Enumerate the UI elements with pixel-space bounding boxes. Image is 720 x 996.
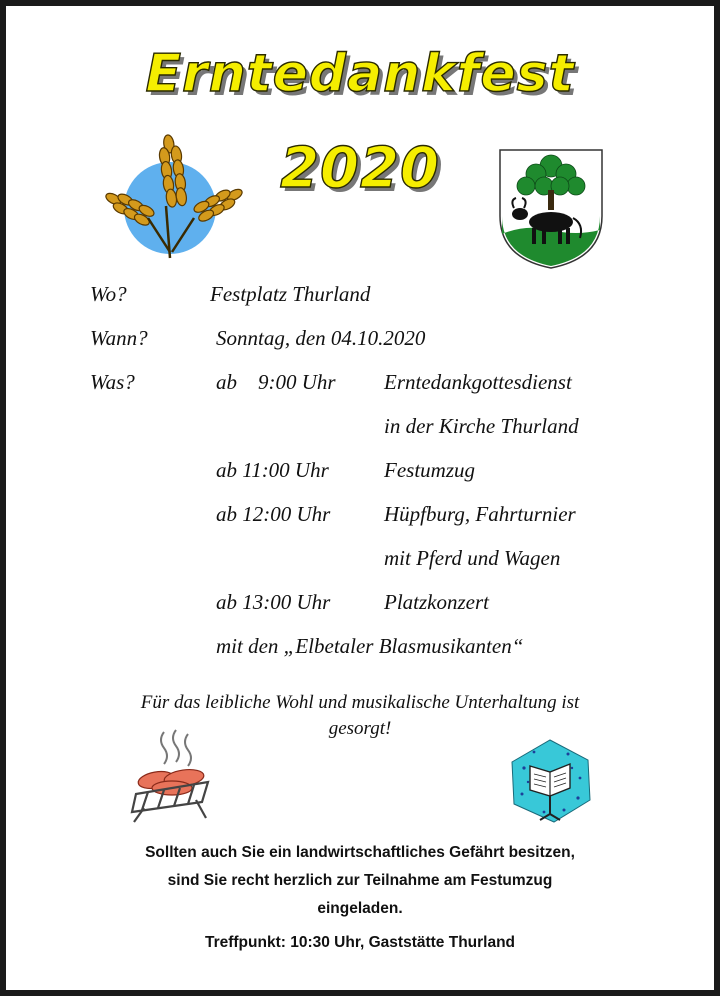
program-time-1: ab 9:00 Uhr [216, 370, 336, 394]
program-time-2: ab 11:00 Uhr [216, 458, 329, 482]
meeting-point: Treffpunkt: 10:30 Uhr, Gaststätte Thurland [204, 934, 516, 951]
wheat-sheaf-icon [90, 134, 250, 264]
invite-line3: eingeladen. [317, 900, 403, 917]
wo-value: Festplatz Thurland [210, 282, 371, 306]
program-event-1: Erntedankgottesdienst [384, 370, 572, 394]
flyer-page [6, 6, 714, 990]
catering-note [6, 690, 714, 742]
wann-value: Sonntag, den 04.10.2020 [216, 326, 426, 350]
program-event-2: Festumzug [384, 458, 475, 482]
grill-sausage-icon [124, 728, 220, 824]
music-book-icon [508, 738, 592, 824]
title-year: 2020 [280, 136, 440, 201]
band-line: mit den „Elbetaler Blasmusikanten“ [216, 634, 524, 658]
program-event-1-detail: in der Kirche Thurland [384, 414, 579, 438]
catering-note-line1: Für das leibliche Wohl und musikalische Unterhaltung ist [140, 692, 580, 713]
invite-line1: Sollten auch Sie ein landwirtschaftliches Gefährt besitzen, [145, 844, 575, 861]
program-event-3: Hüpfburg, Fahrturnier [384, 502, 576, 526]
program-time-4: ab 13:00 Uhr [216, 590, 331, 614]
was-label: Was? [90, 370, 135, 394]
program-time-3: ab 12:00 Uhr [216, 502, 331, 526]
wo-label: Wo? [90, 282, 127, 306]
catering-note-line2: gesorgt! [328, 718, 392, 739]
program-event-4: Platzkonzert [384, 590, 489, 614]
program-event-3-detail: mit Pferd und Wagen [384, 546, 561, 570]
invite-line2: sind Sie recht herzlich zur Teilnahme am Festumzug [167, 872, 553, 889]
coat-of-arms-icon [496, 146, 606, 270]
wann-label: Wann? [90, 326, 148, 350]
title-erntedankfest: Erntedankfest [145, 44, 575, 104]
